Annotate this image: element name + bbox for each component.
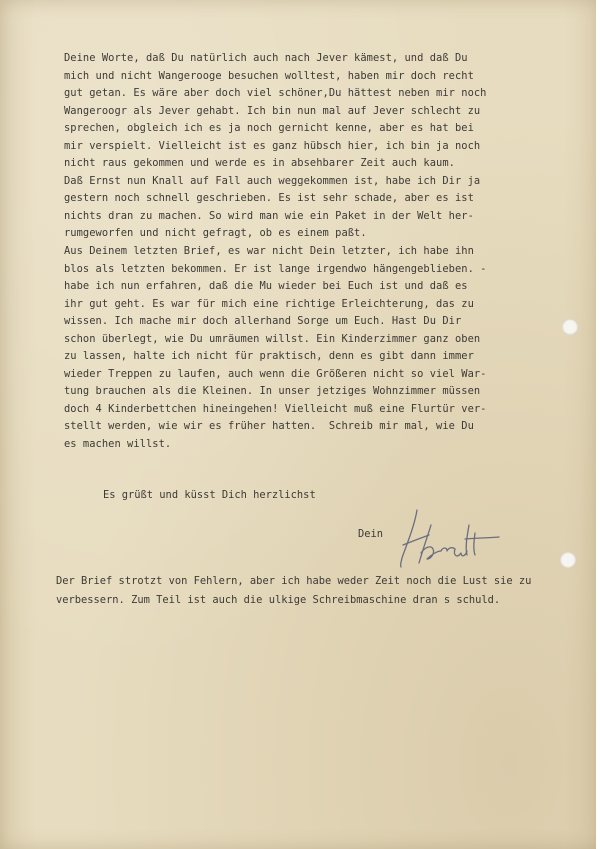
- letter-line: gut getan. Es wäre aber doch viel schöner,Du hättest neben mir noch: [64, 87, 487, 100]
- letter-line: Wangeroogr als Jever gehabt. Ich bin nun mal auf Jever schlecht zu: [64, 104, 481, 117]
- letter-line: blos als letzten bekommen. Er ist lange irgendwo hängengeblieben. -: [64, 262, 487, 275]
- punch-hole: [560, 552, 576, 568]
- postscript: Der Brief strotzt von Fehlern, aber ich habe weder Zeit noch die Lust sie zu verbessern. Zum Teil ist auch die ulkige Schreibmaschine dran s schuld.: [56, 575, 532, 606]
- page-edge: [596, 0, 600, 849]
- letter-line: mich und nicht Wangerooge besuchen wolltest, haben mir doch recht: [64, 69, 474, 82]
- letter-line: nicht raus gekommen und werde es in absehbarer Zeit auch kaum.: [64, 157, 455, 170]
- handwritten-signature: [395, 505, 505, 575]
- closing-word: Dein: [358, 528, 384, 540]
- letter-line: wieder Treppen zu laufen, auch wenn die Größeren nicht so viel War-: [64, 367, 487, 380]
- letter-line: es machen willst.: [64, 438, 172, 451]
- greeting-line: Es grüßt und küsst Dich herzlichst: [103, 489, 316, 501]
- letter-line: habe ich nun erfahren, daß die Mu wieder bei Euch ist und daß es: [64, 280, 468, 293]
- letter-line: schon überlegt, wie Du umräumen willst. Ein Kinderzimmer ganz oben: [64, 332, 481, 345]
- letter-line: Deine Worte, daß Du natürlich auch nach Jever kämest, und daß Du: [64, 52, 468, 64]
- letter-line: rumgeworfen und nicht gefragt, ob es einem paßt.: [64, 227, 367, 240]
- letter-line: ihr gut geht. Es war für mich eine richtige Erleichterung, das zu: [64, 297, 474, 310]
- letter-line: nichts dran zu machen. So wird man wie ein Paket in der Welt her-: [64, 209, 474, 222]
- letter-line: stellt werden, wie wir es früher hatten. Schreib mir mal, wie Du: [64, 420, 474, 433]
- letter-line: Aus Deinem letzten Brief, es war nicht Dein letzter, ich habe ihn: [64, 245, 474, 258]
- letter-line: mir verspielt. Vielleicht ist es ganz hübsch hier, ich bin ja noch: [64, 139, 481, 152]
- letter-line: wissen. Ich mache mir doch allerhand Sorge um Euch. Hast Du Dir: [64, 315, 462, 328]
- letter-line: tung brauchen als die Kleinen. In unser jetziges Wohnzimmer müssen: [64, 385, 481, 398]
- letter-body: [64, 50, 584, 454]
- letter-line: zu lassen, halte ich nicht für praktisch, denn es gibt dann immer: [64, 350, 474, 363]
- letter-line: sprechen, obgleich ich es ja noch gernicht kenne, aber es hat bei: [64, 122, 474, 135]
- letter-line: Daß Ernst nun Knall auf Fall auch weggekommen ist, habe ich Dir ja: [64, 174, 481, 187]
- letter-line: doch 4 Kinderbettchen hineingehen! Vielleicht muß eine Flurtür ver-: [64, 402, 487, 415]
- punch-hole: [562, 319, 578, 335]
- letter-line: gestern noch schnell geschrieben. Es ist sehr schade, aber es ist: [64, 192, 474, 205]
